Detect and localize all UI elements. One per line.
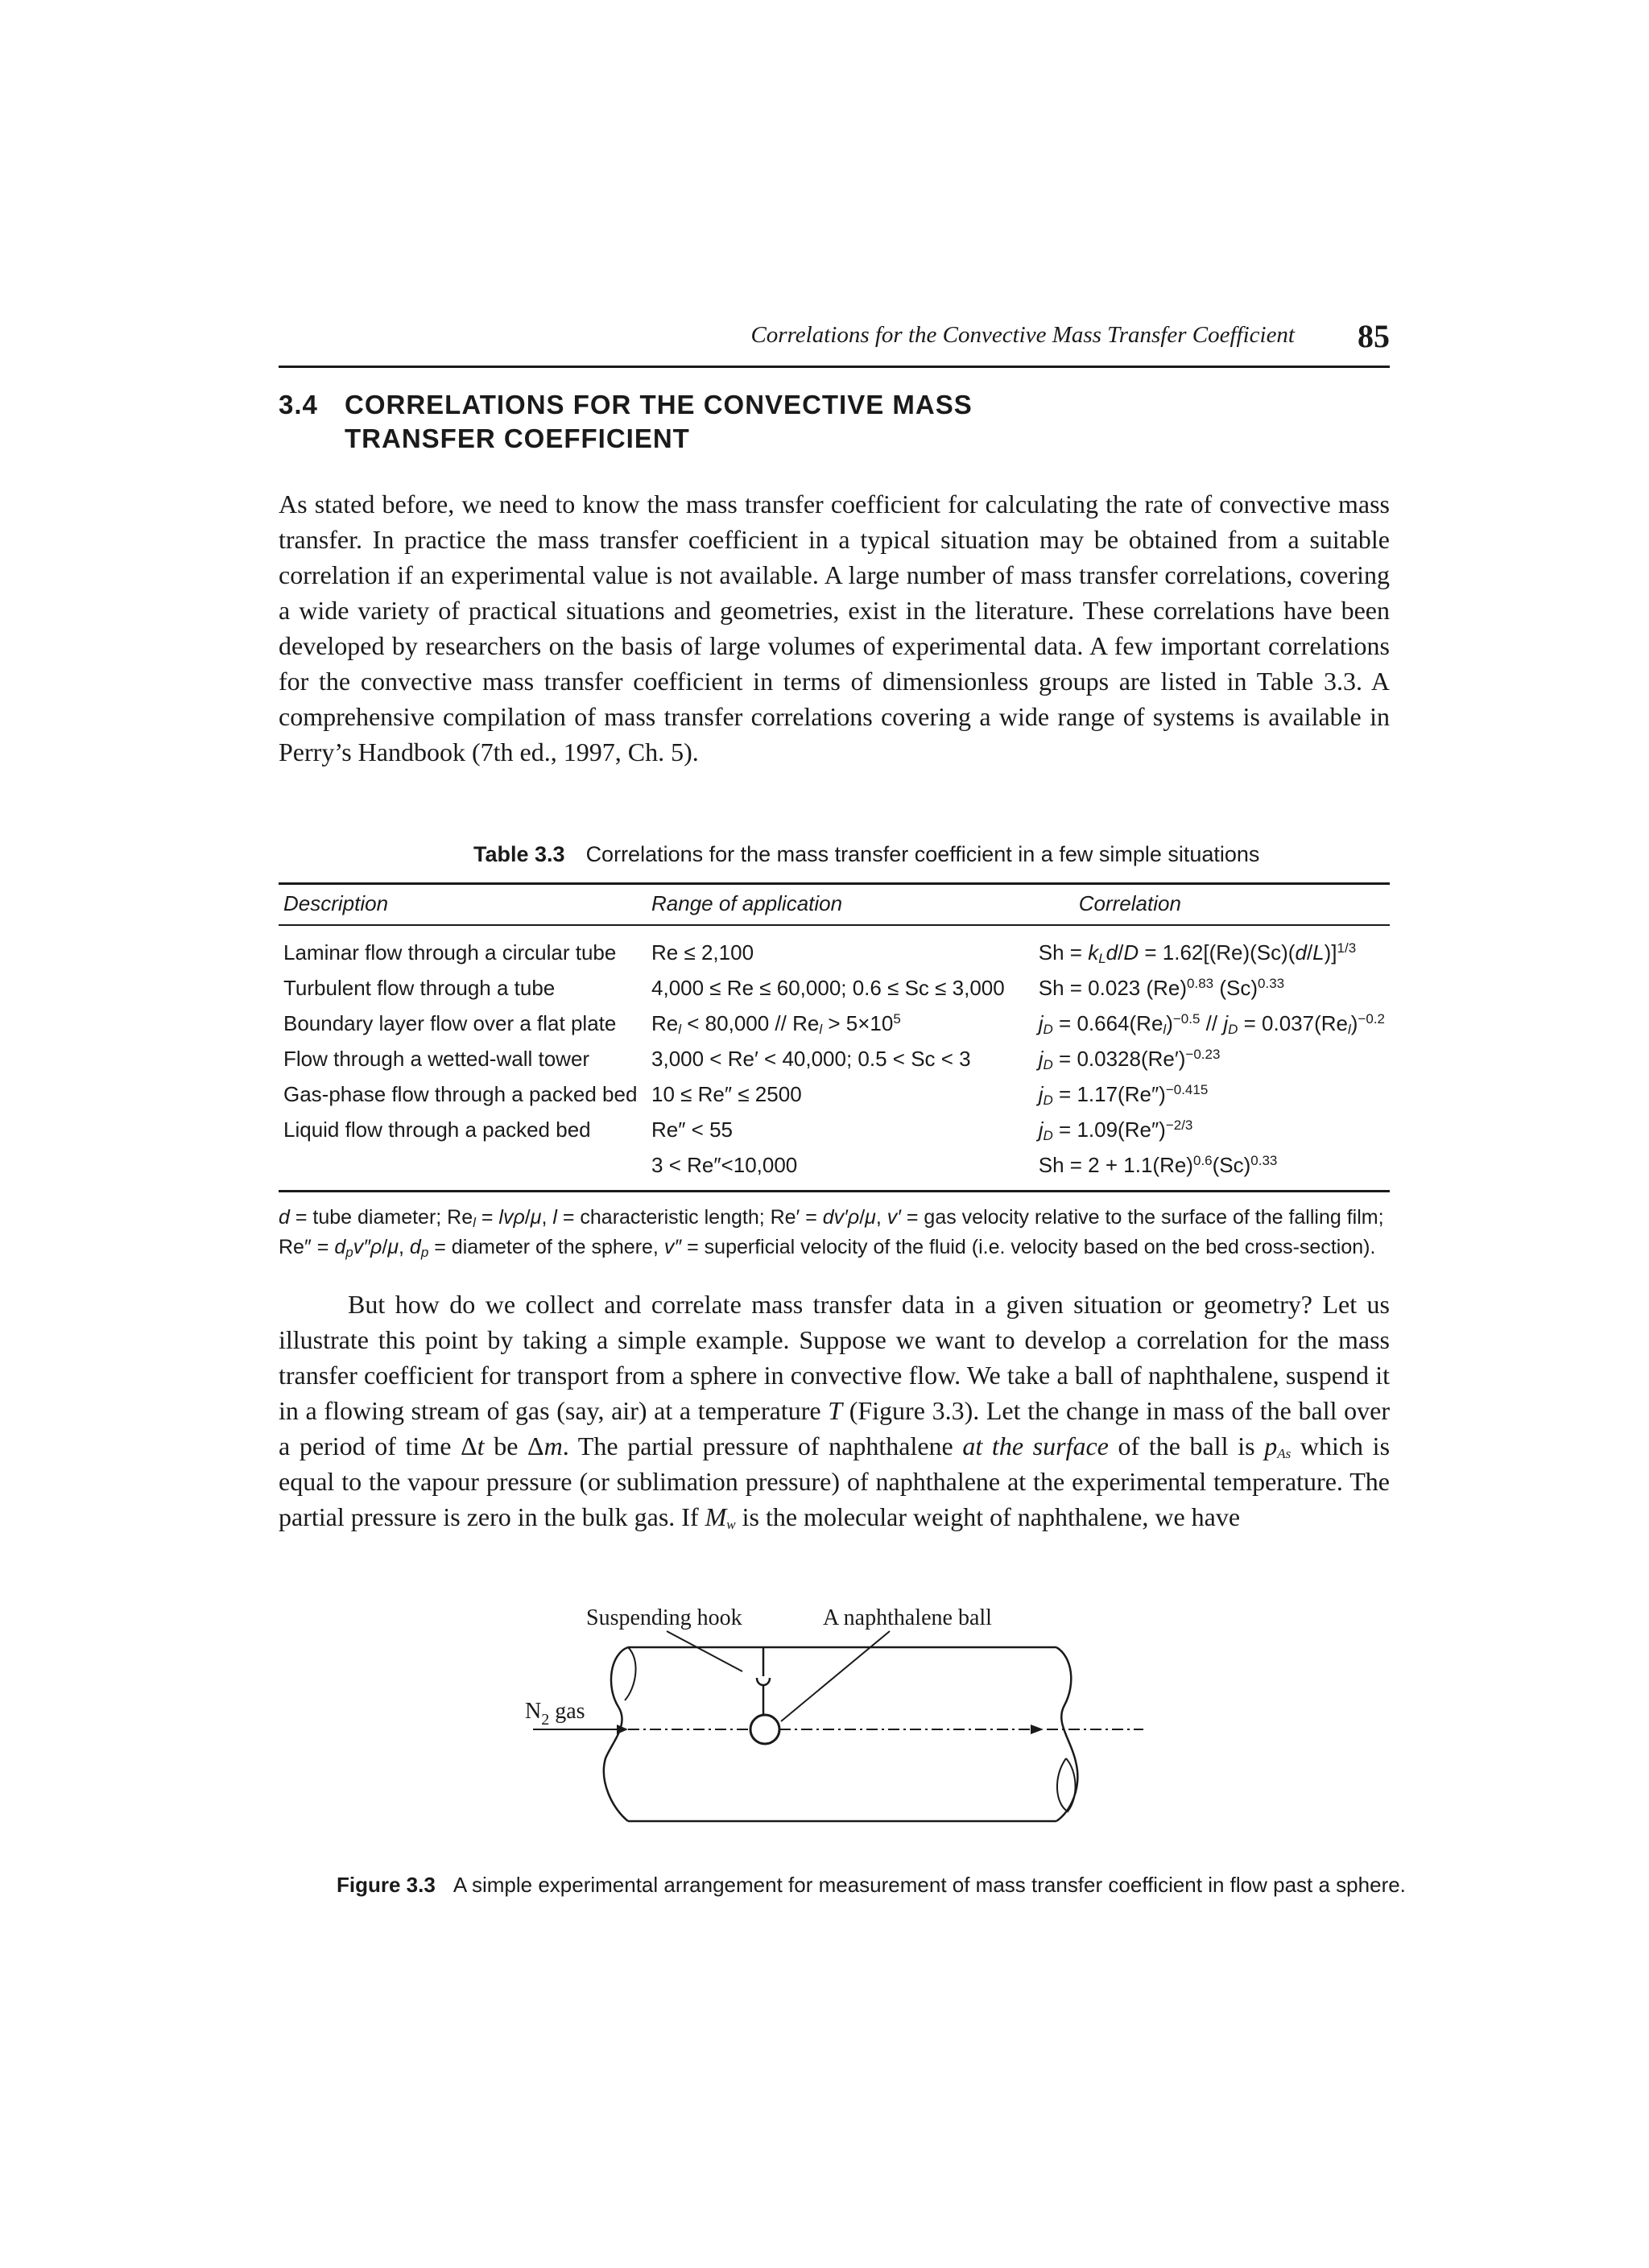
- table-footnote-line1: d = tube diameter; $Re_l = lv\rho/\mu$, l = characteristic length; Re′ = dv′ρ/μ, v′ = gas velocity relative to the surface of the falling film;: [279, 1206, 1384, 1230]
- row-correlation: $j_D = 1.17(Re'')^{-0.415}$: [1038, 1082, 1209, 1108]
- running-head-title: Correlations for the Convective Mass Transfer Coefficient: [750, 322, 1295, 348]
- body-paragraph-1: As stated before, we need to know the mass transfer coefficient for calculating the rate of convective mass transfer. In practice the mass transfer coefficient in a typical situation may be obtained from a suitable correlation if an experimental value is not available. A large number of mass transfer correlations, covering a wide variety of practical situations and geometries, exist in the literature. These correlations have been developed by researchers on the basis of large volumes of experimental data. A few important correlations for the convective mass transfer coefficient in terms of dimensionless groups are listed in Table 3.3. A comprehensive compilation of mass transfer correlations covering a wide range of systems is available in Perry’s Handbook (7th ed., 1997, Ch. 5).: [279, 490, 1390, 766]
- row-description: Liquid flow through a packed bed: [283, 1117, 591, 1142]
- header-range: Range of application: [647, 884, 1034, 926]
- row-correlation: $j_D = 1.09(Re'')^{-2/3}$: [1038, 1117, 1193, 1143]
- figure-apparatus: [515, 1597, 1159, 1847]
- header-description: Description: [279, 884, 647, 926]
- page-number: 85: [1358, 318, 1390, 354]
- row-range: 10 ≤ Re″ ≤ 2500: [651, 1082, 802, 1106]
- label-naphthalene-ball: A naphthalene ball: [823, 1605, 992, 1630]
- running-head: [279, 317, 1390, 368]
- row-description: Laminar flow through a circular tube: [283, 940, 617, 965]
- table-row: [279, 1147, 1390, 1192]
- table-row: [279, 1006, 1390, 1041]
- figure-caption: [337, 1873, 1406, 1898]
- row-description: Turbulent flow through a tube: [283, 976, 556, 1000]
- row-description: Boundary layer flow over a flat plate: [283, 1011, 617, 1035]
- table-footnote-line2: $Re'' = d_pv''\rho/\mu$, $d_p$ = diameter of the sphere, v″ = superficial velocity of the fluid (i.e. velocity based on the bed cross-section).: [279, 1236, 1376, 1260]
- row-description: Flow through a wetted-wall tower: [283, 1047, 590, 1071]
- table-row: [279, 1112, 1390, 1147]
- outlet-arrow: [1031, 1725, 1044, 1734]
- naphthalene-ball: [750, 1715, 779, 1744]
- section-heading: [279, 388, 973, 456]
- table-header-row: [279, 884, 1390, 926]
- row-range: Re ≤ 2,100: [651, 940, 754, 965]
- table-row: [279, 1076, 1390, 1112]
- row-description: [279, 1147, 647, 1192]
- label-n2-gas: $N_2$ gas: [525, 1699, 585, 1729]
- table-row: [279, 970, 1390, 1006]
- row-range: Re″ < 55: [651, 1117, 734, 1142]
- row-correlation: $Sh = k_Ld/D = 1.62[(Re)(Sc)(d/L)]^{1/3}$: [1038, 940, 1357, 966]
- figure-label: Figure 3.3: [337, 1873, 436, 1897]
- row-description: Gas-phase flow through a packed bed: [283, 1082, 638, 1106]
- hook-pointer-line: [667, 1631, 742, 1671]
- inlet-arrow: [617, 1725, 628, 1734]
- tube-left-end-inner: [625, 1647, 636, 1700]
- table-footnote: [279, 1203, 1390, 1262]
- section-title-line2: TRANSFER COEFFICIENT: [345, 423, 690, 453]
- table-caption-text: Correlations for the mass transfer coefficient in a few simple situations: [585, 842, 1260, 866]
- hook-icon: [757, 1678, 770, 1685]
- tube-left-end: [604, 1647, 628, 1821]
- header-correlation: Correlation: [1034, 884, 1390, 926]
- row-correlation: $j_D = 0.0328(Re')^{-0.23}$: [1038, 1047, 1221, 1072]
- section-number: 3.4: [279, 390, 318, 419]
- row-correlation: $j_D = 0.664(Re_l)^{-0.5} // j_D = 0.037(Re_l)^{-0.2}$: [1038, 1011, 1385, 1037]
- apparatus-diagram: [515, 1597, 1159, 1847]
- section-title-line1: CORRELATIONS FOR THE CONVECTIVE MASS: [345, 390, 973, 419]
- correlations-table: [279, 882, 1390, 1192]
- row-range: 3,000 < Re′ < 40,000; 0.5 < Sc < 3: [651, 1047, 971, 1071]
- tube-right-end-inner: [1057, 1758, 1076, 1812]
- row-range: 4,000 ≤ Re ≤ 60,000; 0.6 ≤ Sc ≤ 3,000: [651, 976, 1005, 1000]
- row-range: $Re_l < 80,000 // Re_l > 5\times 10^5$: [651, 1011, 901, 1037]
- row-range: 3 < Re″<10,000: [647, 1147, 1034, 1192]
- label-suspending-hook: Suspending hook: [586, 1605, 742, 1630]
- ball-pointer-line: [781, 1631, 890, 1721]
- table-caption: [473, 842, 1259, 867]
- table-row: [279, 925, 1390, 970]
- body-paragraph-2: But how do we collect and correlate mass transfer data in a given situation or geometry? Let us illustrate this point by taking a simple example. Suppose we want to develop a correlation for the mass transfer coefficient for transport from a sphere in convective flow. We take a ball of naphthalene, suspend it in a flowing stream of gas (say, air) at a temperature T (Figure 3.3). Let the change in mass of the ball over a period of time Δt be Δm. The partial pressure of naphthalene at the surface of the ball is $p_{As}$ which is equal to the vapour pressure (or sublimation pressure) of naphthalene at the experimental temperature. The partial pressure is zero in the bulk gas. If $M_w$ is the molecular weight of naphthalene, we have: [279, 1290, 1391, 1532]
- table-row: [279, 1041, 1390, 1076]
- row-correlation: $Sh = 2 + 1.1(Re)^{0.6}(Sc)^{0.33}$: [1034, 1147, 1390, 1192]
- figure-caption-text: A simple experimental arrangement for measurement of mass transfer coefficient in flow past a sphere.: [453, 1873, 1406, 1897]
- table-label: Table 3.3: [473, 842, 565, 866]
- row-correlation: Sh = 0.023 $(Re)^{0.83}$ $(Sc)^{0.33}$: [1038, 976, 1285, 1000]
